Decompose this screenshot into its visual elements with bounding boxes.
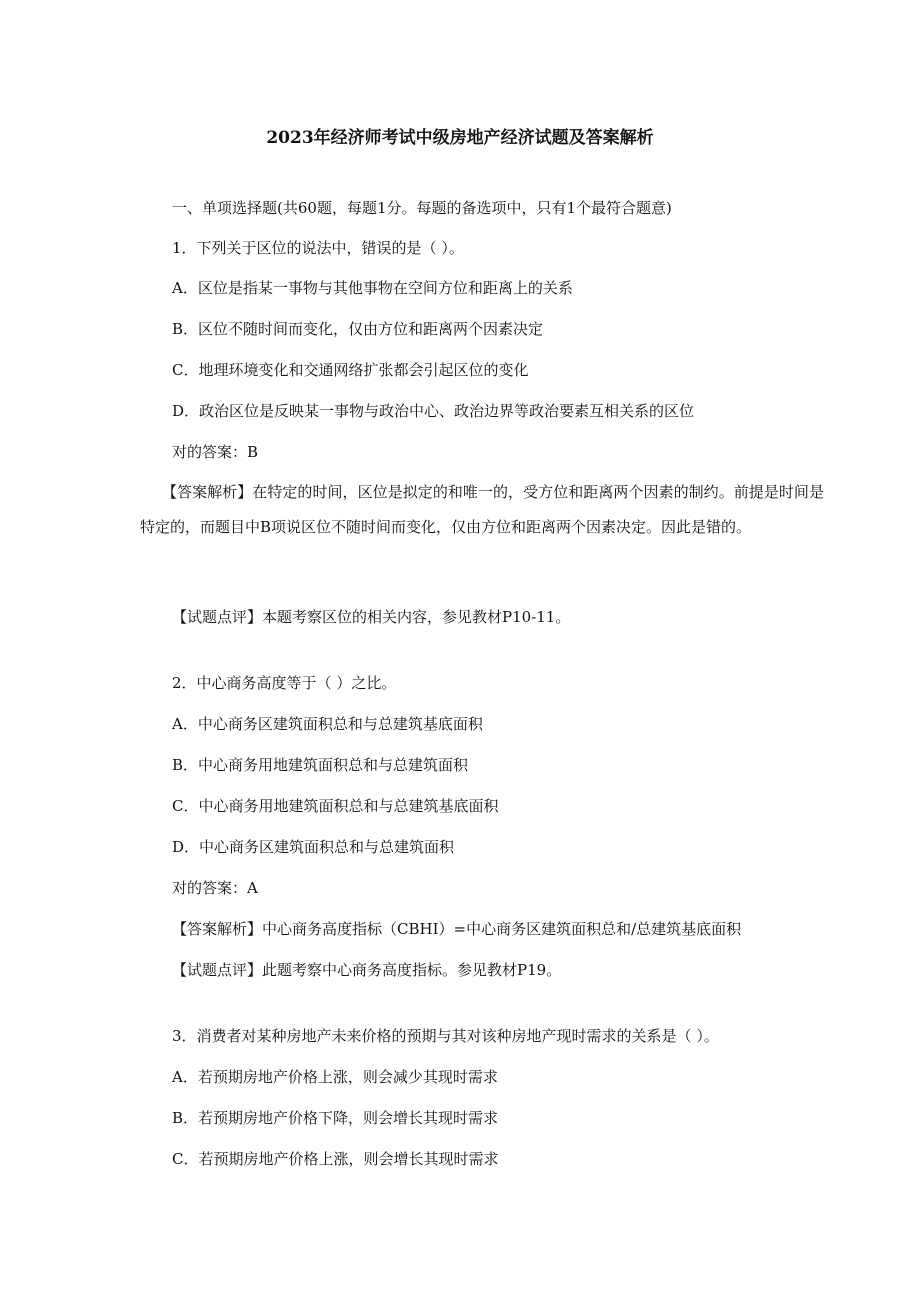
analysis-label: 【答案解析】	[162, 483, 253, 501]
comment-text: 此题考察中心商务高度指标。参见教材P19。	[262, 961, 562, 979]
question-1-answer: 对的答案：B	[172, 443, 259, 461]
question-1-analysis	[140, 475, 824, 545]
question-1-comment	[172, 606, 570, 628]
question-2-analysis	[172, 918, 741, 940]
page-title: 2023年经济师考试中级房地产经济试题及答案解析	[266, 128, 654, 148]
question-2-option-c: C．中心商务用地建筑面积总和与总建筑基底面积	[172, 797, 499, 815]
section-header: 一、单项选择题(共60题，每题1分。每题的备选项中，只有1个最符合题意)	[172, 199, 672, 217]
question-2-answer: 对的答案：A	[172, 879, 258, 897]
question-1-option-b: B．区位不随时间而变化，仅由方位和距离两个因素决定	[172, 320, 544, 338]
question-1-option-d: D．政治区位是反映某一事物与政治中心、政治边界等政治要素互相关系的区位	[172, 402, 695, 420]
analysis-label: 【答案解析】	[172, 920, 263, 938]
comment-text: 本题考察区位的相关内容，参见教材P10-11。	[262, 608, 571, 626]
question-1-option-a: A．区位是指某一事物与其他事物在空间方位和距离上的关系	[172, 279, 573, 297]
comment-label: 【试题点评】	[172, 961, 263, 979]
analysis-text: 中心商务高度指标（CBHI）=中心商务区建筑面积总和/总建筑基底面积	[262, 920, 742, 938]
question-2-option-d: D．中心商务区建筑面积总和与总建筑面积	[172, 838, 455, 856]
analysis-text: 在特定的时间，区位是拟定的和唯一的，受方位和距离两个因素的制约。前提是时间是特定的，而题目中B项说区位不随时间而变化，仅由方位和距离两个因素决定。因此是错的。	[140, 483, 824, 536]
question-1-option-c: C．地理环境变化和交通网络扩张都会引起区位的变化	[172, 361, 529, 379]
question-2-stem: 2．中心商务高度等于（ ）之比。	[172, 674, 397, 692]
comment-label: 【试题点评】	[172, 608, 263, 626]
question-3-option-a: A．若预期房地产价格上涨，则会减少其现时需求	[172, 1068, 498, 1086]
question-2-comment	[172, 959, 561, 981]
question-2-option-a: A．中心商务区建筑面积总和与总建筑基底面积	[172, 715, 483, 733]
question-3-option-b: B．若预期房地产价格下降，则会增长其现时需求	[172, 1109, 499, 1127]
question-2-option-b: B．中心商务用地建筑面积总和与总建筑面积	[172, 756, 469, 774]
question-3-option-c: C．若预期房地产价格上涨，则会增长其现时需求	[172, 1150, 499, 1168]
question-3-stem: 3．消费者对某种房地产未来价格的预期与其对该种房地产现时需求的关系是（ ）。	[172, 1027, 719, 1045]
question-1-stem: 1．下列关于区位的说法中，错误的是（ ）。	[172, 239, 464, 257]
